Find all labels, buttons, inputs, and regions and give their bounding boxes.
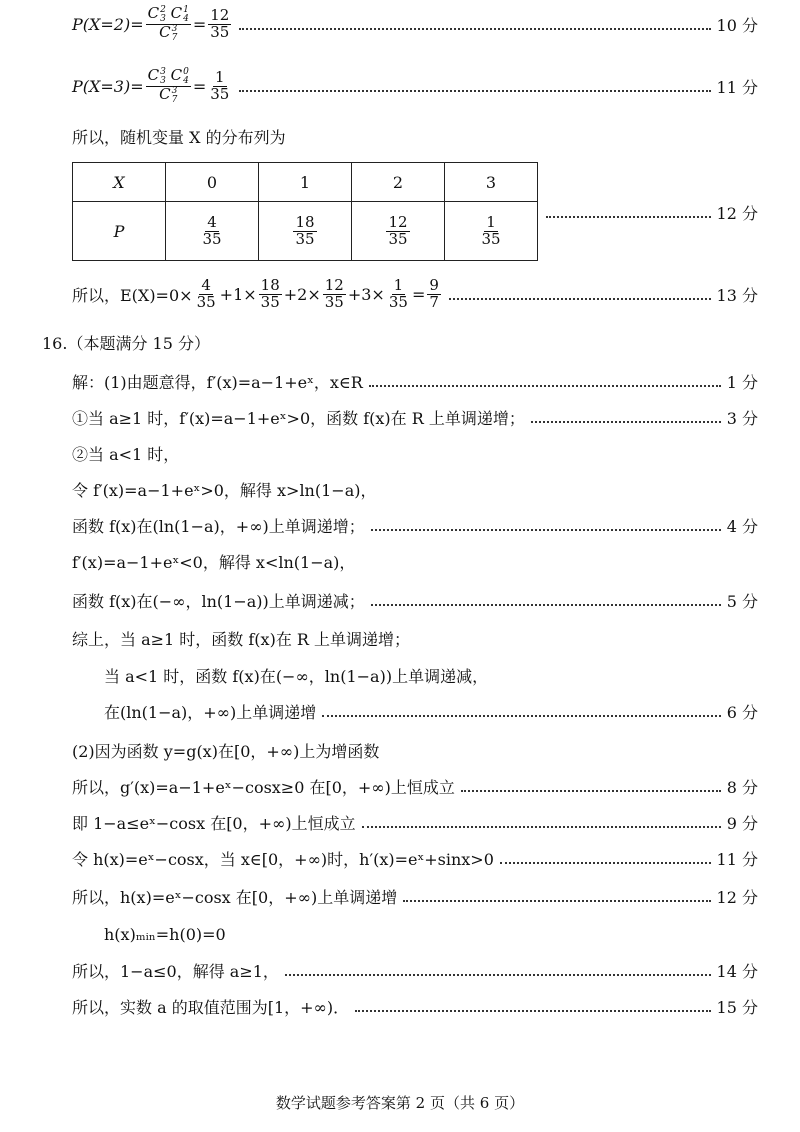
expectation-term: +2× [283,284,321,304]
score-label: 9 分 [726,813,758,833]
solution-text: 综上，当 a≥1 时，函数 f(x)在 R 上单调递增； [72,629,411,649]
leader-dots [362,826,721,828]
table-cell: 2 [352,163,445,202]
fraction-denominator: 35 [202,229,222,248]
solution-text: ②当 a<1 时， [72,444,180,464]
solution-line [0,730,800,770]
expectation-term: +3× [347,284,385,304]
score-label: 3 分 [726,408,758,428]
leader-dots [322,715,720,717]
table-row [73,163,538,202]
table-cell: 0 [166,163,259,202]
equals-sign: = [192,14,207,34]
solution-line [0,986,800,1026]
leader-dots [403,900,710,902]
comb-symbol: C [170,65,183,84]
expectation-term: +1× [219,284,257,304]
comb-sub: 3 [160,13,166,24]
score-label: 6 分 [726,702,758,722]
comb-sup: 2 [160,4,166,15]
fraction-denominator: 35 [388,229,408,248]
fraction-denominator: 35 [481,229,501,248]
solution-text: 所以，h(x)=eˣ−cosx 在[0，+∞)上单调递增 [72,887,398,907]
table-cell: P [73,202,166,261]
comb-symbol: C [147,3,160,22]
solution-line [0,361,800,401]
solution-text: ①当 a≥1 时，f′(x)=a−1+eˣ>0，函数 f(x)在 R 上单调递增； [72,408,525,428]
solution-text: (2)因为函数 y=g(x)在[0，+∞)上为增函数 [72,741,380,761]
comb-sub: 4 [183,75,189,86]
solution-line [0,766,800,806]
leader-dots [239,28,710,30]
fraction-denominator: 35 [388,292,408,311]
comb-sup: 3 [171,23,178,34]
fraction-numerator: 1 [393,275,404,294]
table-row [73,202,538,261]
table-cell [445,202,538,261]
score-label: 14 分 [716,961,758,981]
leader-dots [285,974,711,976]
fraction [387,275,410,311]
fraction-numerator: 4 [207,212,217,231]
score-label: 1 分 [726,372,758,392]
q16-header-line [0,322,800,362]
result-fraction [208,67,231,103]
fraction-denominator: 7 [429,292,439,311]
fraction-denominator: 35 [210,22,230,41]
fraction-numerator: 1 [486,212,496,231]
score-label: 4 分 [726,516,758,536]
solution-text: 令 f′(x)=a−1+eˣ>0，解得 x>ln(1−a)， [72,480,377,500]
table-cell [259,202,352,261]
fraction-denominator: 35 [210,84,230,103]
expectation-term: = [411,284,426,304]
fraction-numerator: 4 [201,275,211,294]
score-label: 5 分 [726,591,758,611]
score-label: 12 分 [716,203,758,223]
distribution-intro-line [0,116,800,156]
solution-line [0,802,800,842]
score-label: 8 分 [726,777,758,797]
solution-line [0,655,800,695]
expectation-line [0,274,800,314]
fraction-denominator: 35 [295,229,315,248]
fraction-denominator: 35 [196,292,216,311]
question-header: 16.（本题满分 15 分） [42,333,210,353]
combination-fraction [146,65,191,105]
comb-sub: 4 [183,13,189,24]
comb-sup: 3 [171,85,178,96]
comb-symbol: C [147,65,160,84]
leader-dots [449,298,711,300]
score-label: 10 分 [716,15,758,35]
comb-symbol: C [159,84,171,103]
leader-dots [371,529,721,531]
solution-line [0,691,800,731]
fraction-denominator: 35 [324,292,344,311]
prob-lhs: P(X=2)= [72,14,144,34]
solution-line [0,876,800,916]
fraction-numerator: 9 [429,275,439,294]
solution-text: 函数 f(x)在(ln(1−a)，+∞)上单调递增； [72,516,365,536]
fraction-numerator: 18 [260,275,280,294]
comb-sub: 7 [171,94,178,105]
table-cell [166,202,259,261]
score-label: 15 分 [716,997,758,1017]
fraction-numerator: 18 [295,212,315,231]
solution-line [0,505,800,545]
solution-line [0,433,800,473]
fraction [323,275,346,311]
solution-line [0,397,800,437]
comb-sup: 0 [183,66,189,77]
comb-sub: 7 [171,32,178,43]
solution-text: h(x)ₘᵢₙ=h(0)=0 [104,924,226,944]
fraction-numerator: 12 [388,212,408,231]
prob-line-x3 [0,66,800,106]
leader-dots [531,421,721,423]
comb-sub: 3 [160,75,166,86]
score-label: 13 分 [716,285,758,305]
solution-line [0,580,800,620]
table-cell: 1 [259,163,352,202]
leader-dots [355,1010,710,1012]
solution-text: 当 a<1 时，函数 f(x)在(−∞，ln(1−a))上单调递减， [104,666,489,686]
table-cell [352,202,445,261]
comb-symbol: C [159,22,171,41]
score-label: 11 分 [716,77,758,97]
solution-text: 所以，g′(x)=a−1+eˣ−cosx≥0 在[0，+∞)上恒成立 [72,777,455,797]
solution-line [0,914,800,954]
table-cell: 3 [445,163,538,202]
fraction-numerator: 12 [210,5,230,24]
page-footer: 数学试题参考答案第 2 页（共 6 页） [275,1094,525,1112]
comb-symbol: C [170,3,183,22]
solution-text: 即 1−a≤eˣ−cosx 在[0，+∞)上恒成立 [72,813,356,833]
solution-line [0,469,800,509]
solution-line [0,950,800,990]
solution-line [0,838,800,878]
fraction [427,275,441,311]
score-label: 12 分 [716,887,758,907]
comb-sup: 3 [160,66,166,77]
fraction-denominator: 35 [260,292,280,311]
leader-dots [371,604,721,606]
leader-dots [500,862,711,864]
fraction-numerator: 12 [324,275,344,294]
solution-text: 所以，实数 a 的取值范围为[1，+∞)． [72,997,350,1017]
leader-dots [239,90,710,92]
solution-text: 令 h(x)=eˣ−cosx，当 x∈[0，+∞)时，h′(x)=eˣ+sinx>0 [72,849,494,869]
result-fraction [208,5,231,41]
prob-lhs: P(X=3)= [72,76,144,96]
solution-text: 在(ln(1−a)，+∞)上单调递增 [104,702,317,722]
fraction [195,275,218,311]
comb-sup: 1 [183,4,189,15]
table-cell: X [73,163,166,202]
score-label: 11 分 [716,849,758,869]
combination-fraction [146,3,191,43]
prob-line-x2 [0,4,800,44]
solution-line [0,541,800,581]
solution-text: 所以，1−a≤0，解得 a≥1， [72,961,279,981]
fraction [259,275,282,311]
expectation-prefix: 所以，E(X)=0× [72,285,193,305]
leader-dots [546,216,711,218]
solution-line [0,618,800,658]
equals-sign: = [192,76,207,96]
fraction-numerator: 1 [215,67,225,86]
solution-text: 解：(1)由题意得，f′(x)=a−1+eˣ，x∈R [72,372,363,392]
solution-text: 函数 f(x)在(−∞，ln(1−a))上单调递减； [72,591,365,611]
leader-dots [369,385,721,387]
solution-text: f′(x)=a−1+eˣ<0，解得 x<ln(1−a)， [72,552,356,572]
leader-dots [461,790,721,792]
table-score-line [540,192,800,232]
distribution-intro: 所以，随机变量 X 的分布列为 [72,127,286,147]
distribution-table [72,162,538,261]
